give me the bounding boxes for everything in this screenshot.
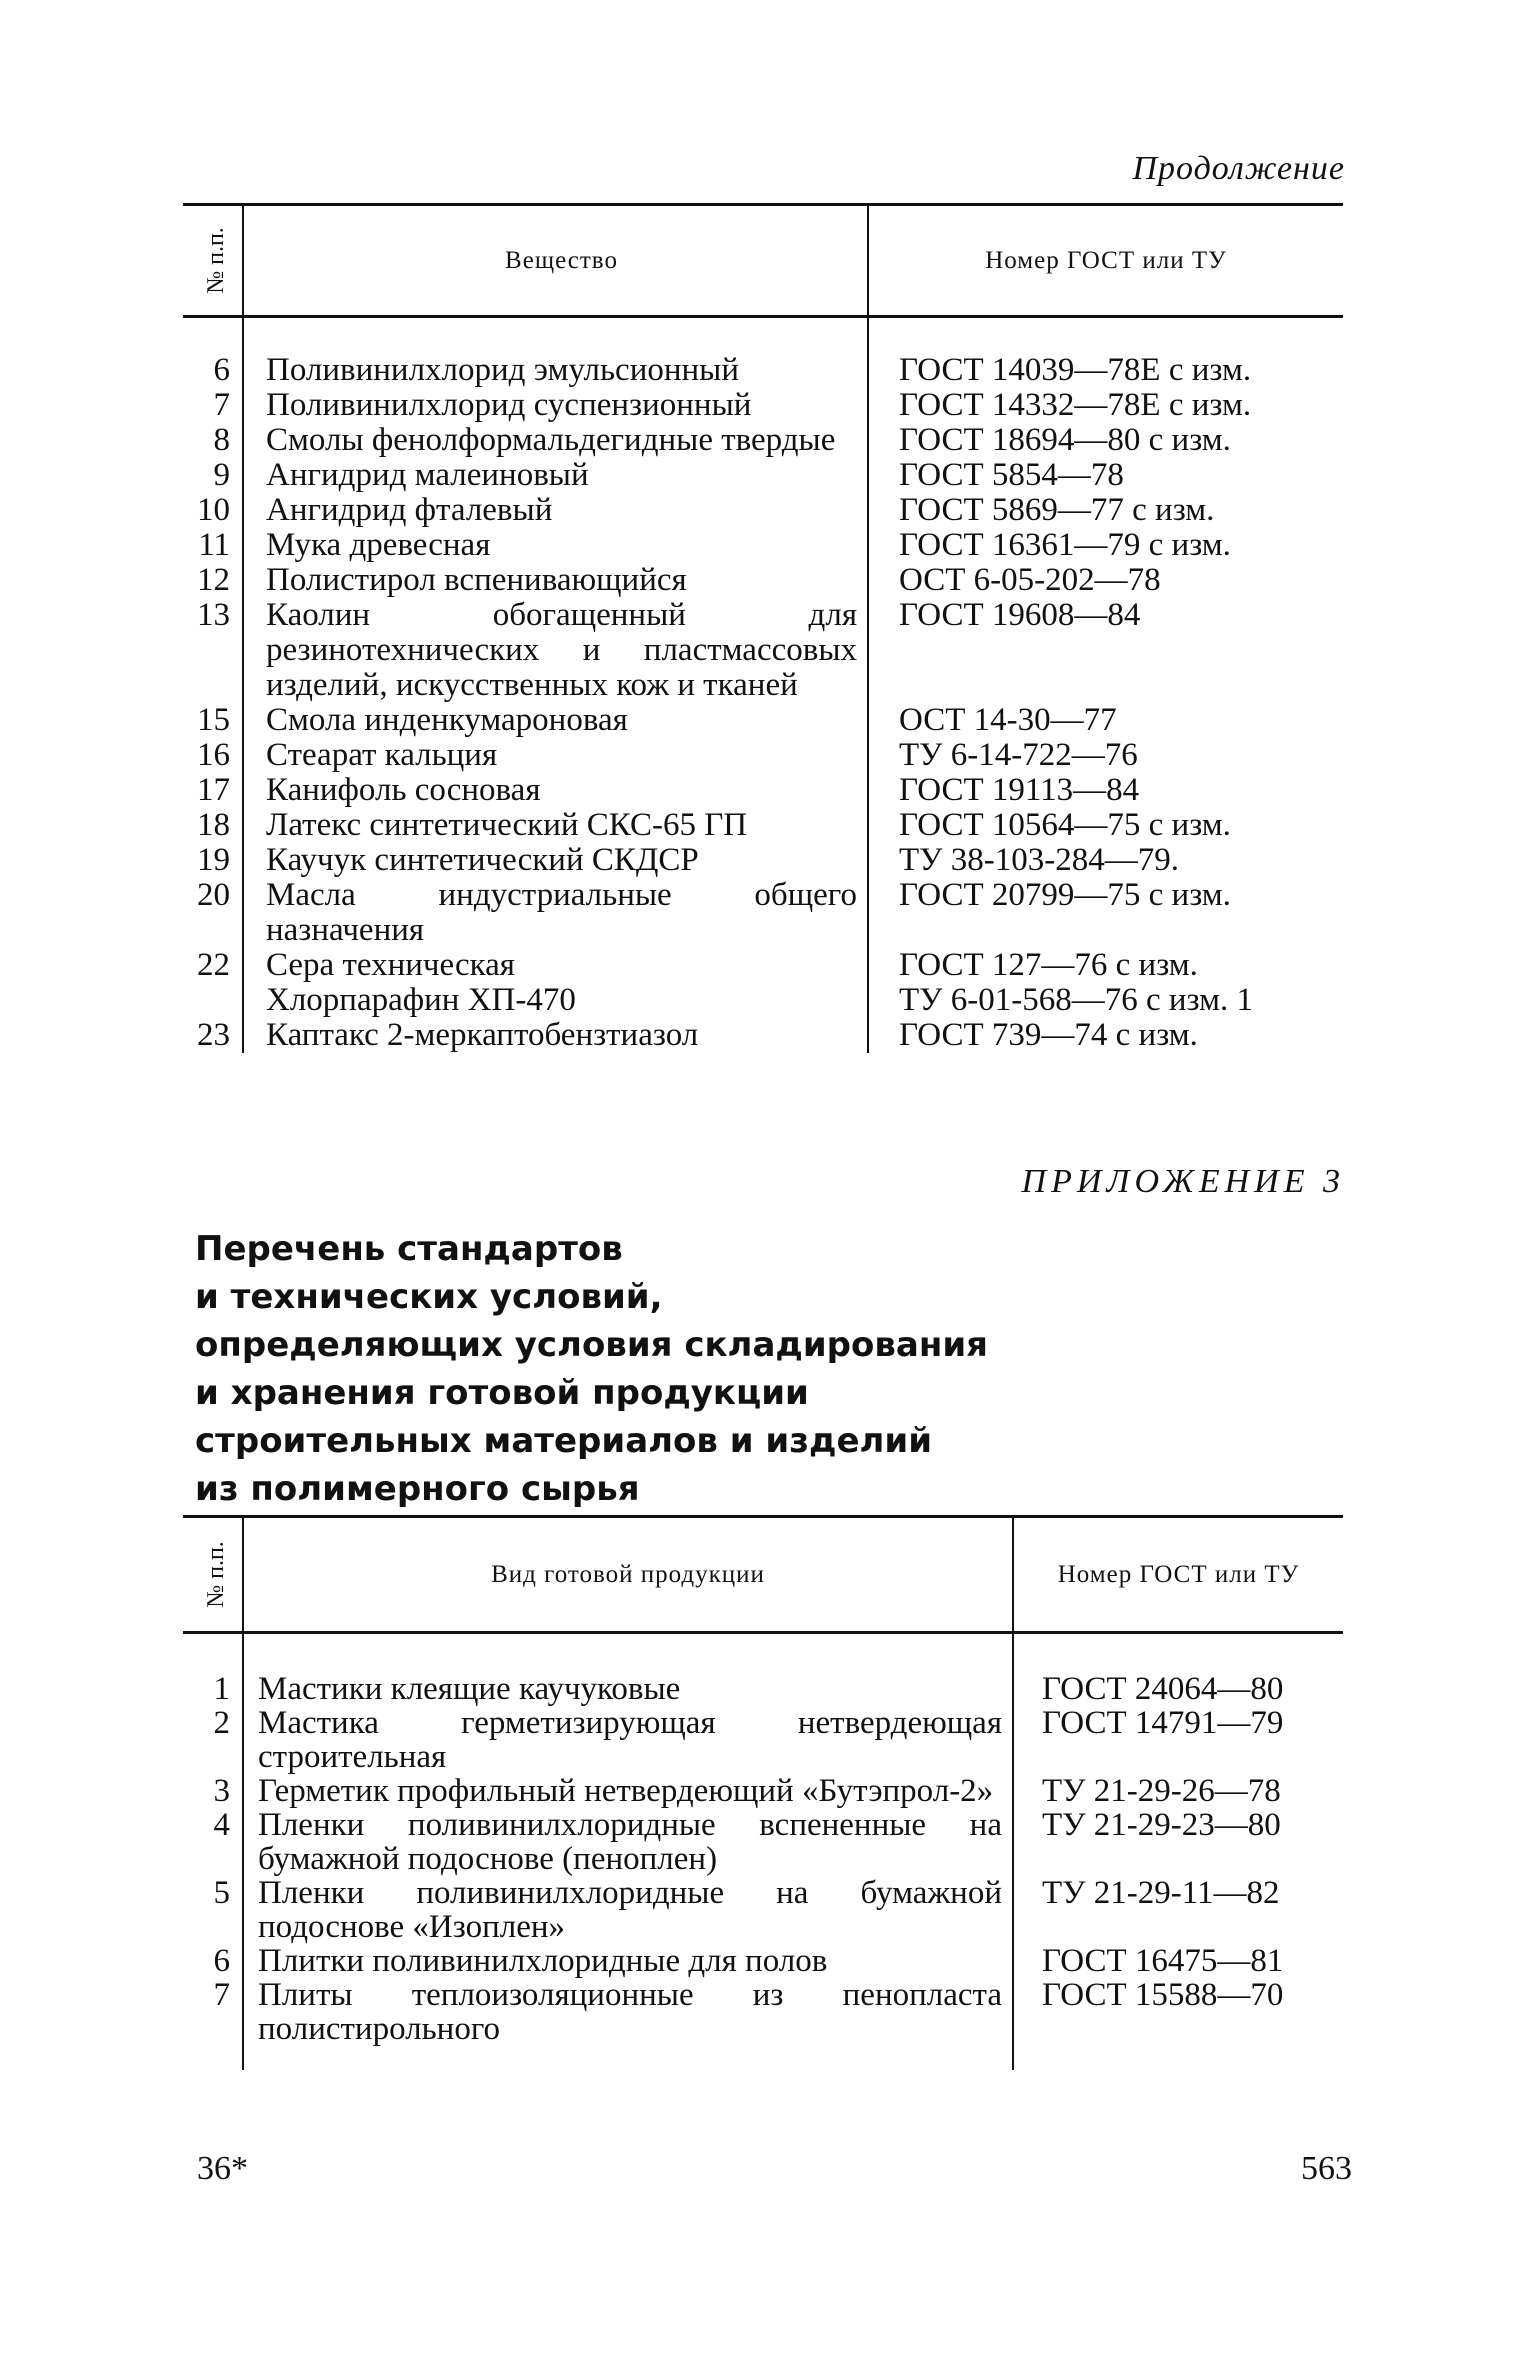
substance-name: Поливинилхлорид суспензионный bbox=[243, 388, 868, 423]
table-row bbox=[183, 1876, 1343, 1944]
substance-name: Каучук синтетический СКДСР bbox=[243, 843, 868, 878]
product-name: Плиты теплоизоляционные из пенопласта полистирольного bbox=[243, 1978, 1013, 2046]
table-row bbox=[183, 1018, 1343, 1053]
product-name: Мастики клеящие каучуковые bbox=[243, 1672, 1013, 1706]
substance-name: Каолин обогащенный для резинотехнических и пластмассовых изделий, искусственных кож и тканей bbox=[243, 598, 868, 703]
row-num: 18 bbox=[197, 807, 230, 843]
gost-number: ТУ 21-29-11—82 bbox=[1013, 1876, 1343, 1944]
table-row bbox=[183, 353, 1343, 388]
title-line: Перечень стандартов bbox=[195, 1229, 623, 1269]
appendix-label: ПРИЛОЖЕНИЕ 3 bbox=[1021, 1163, 1345, 1200]
title-line: из полимерного сырья bbox=[195, 1469, 640, 1509]
table-row bbox=[183, 703, 1343, 738]
substance-name: Смола инденкумароновая bbox=[243, 703, 868, 738]
table-row bbox=[183, 493, 1343, 528]
table-row bbox=[183, 948, 1343, 983]
gost-number: ГОСТ 15588—70 bbox=[1013, 1978, 1343, 2046]
title-line: определяющих условия складирования bbox=[195, 1325, 988, 1365]
header-product: Вид готовой продукции bbox=[243, 1517, 1013, 1633]
row-num: 4 bbox=[213, 1807, 230, 1843]
row-num: 11 bbox=[198, 527, 230, 563]
table-row bbox=[183, 808, 1343, 843]
table-row bbox=[183, 388, 1343, 423]
table-row bbox=[183, 1672, 1343, 1706]
substance-name: Ангидрид фталевый bbox=[243, 493, 868, 528]
row-num: 22 bbox=[197, 947, 230, 983]
row-num: 1 bbox=[213, 1671, 230, 1707]
gost-number: ТУ 21-29-26—78 bbox=[1013, 1774, 1343, 1808]
gost-number: ГОСТ 16361—79 с изм. bbox=[868, 528, 1343, 563]
gost-number: ТУ 21-29-23—80 bbox=[1013, 1808, 1343, 1876]
title-line: и хранения готовой продукции bbox=[195, 1373, 809, 1413]
row-num: 15 bbox=[197, 702, 230, 738]
header-num-label: № п.п. bbox=[202, 1541, 229, 1608]
product-name: Мастика герметизирующая нетвердеющая строительная bbox=[243, 1706, 1013, 1774]
continuation-label: Продолжение bbox=[1132, 150, 1345, 187]
gost-number: ГОСТ 14791—79 bbox=[1013, 1706, 1343, 1774]
table-row bbox=[183, 1774, 1343, 1808]
table-row bbox=[183, 1808, 1343, 1876]
substance-name: Латекс синтетический СКС-65 ГП bbox=[243, 808, 868, 843]
gost-number: ГОСТ 18694—80 с изм. bbox=[868, 423, 1343, 458]
row-num: 12 bbox=[197, 562, 230, 598]
row-num: 16 bbox=[197, 737, 230, 773]
header-gost: Номер ГОСТ или ТУ bbox=[1013, 1517, 1343, 1633]
gost-number: ГОСТ 127—76 с изм. bbox=[868, 948, 1343, 983]
header-num-label: № п.п. bbox=[202, 227, 229, 294]
gost-number: ГОСТ 739—74 с изм. bbox=[868, 1018, 1343, 1053]
row-num: 7 bbox=[213, 387, 230, 423]
substance-name: Полистирол вспенивающийся bbox=[243, 563, 868, 598]
row-num: 5 bbox=[213, 1875, 230, 1911]
page-number: 563 bbox=[1301, 2150, 1352, 2187]
table-row bbox=[183, 773, 1343, 808]
substance-name: Стеарат кальция bbox=[243, 738, 868, 773]
gost-number: ОСТ 14-30—77 bbox=[868, 703, 1343, 738]
substance-name: Мука древесная bbox=[243, 528, 868, 563]
table-row bbox=[183, 738, 1343, 773]
title-line: строительных материалов и изделий bbox=[195, 1421, 933, 1461]
gost-number: ГОСТ 5854—78 bbox=[868, 458, 1343, 493]
gost-number: ГОСТ 14332—78Е с изм. bbox=[868, 388, 1343, 423]
row-num: 6 bbox=[213, 1943, 230, 1979]
row-num: 23 bbox=[197, 1017, 230, 1053]
table-row bbox=[183, 878, 1343, 948]
substance-name: Сера техническая bbox=[243, 948, 868, 983]
gost-number: ГОСТ 24064—80 bbox=[1013, 1672, 1343, 1706]
gost-number: ГОСТ 5869—77 с изм. bbox=[868, 493, 1343, 528]
title-line: и технических условий, bbox=[195, 1277, 663, 1317]
gost-number: ТУ 6-01-568—76 с изм. 1 bbox=[868, 983, 1343, 1018]
table-row bbox=[183, 563, 1343, 598]
table-row bbox=[183, 598, 1343, 703]
row-num: 8 bbox=[213, 422, 230, 458]
product-name: Герметик профильный нетвердеющий «Бутэпрол-2» bbox=[243, 1774, 1013, 1808]
product-name: Плитки поливинилхлоридные для полов bbox=[243, 1944, 1013, 1978]
row-num: 9 bbox=[213, 457, 230, 493]
gost-number: ОСТ 6-05-202—78 bbox=[868, 563, 1343, 598]
table-row bbox=[183, 1978, 1343, 2046]
substances-table bbox=[183, 203, 1343, 1053]
row-num: 19 bbox=[197, 842, 230, 878]
header-num bbox=[183, 205, 243, 317]
substance-name: Канифоль сосновая bbox=[243, 773, 868, 808]
header-num bbox=[183, 1517, 243, 1633]
appendix-title bbox=[195, 1225, 1095, 1513]
gost-number: ГОСТ 16475—81 bbox=[1013, 1944, 1343, 1978]
gost-number: ГОСТ 19113—84 bbox=[868, 773, 1343, 808]
row-num: 20 bbox=[197, 877, 230, 913]
table-row bbox=[183, 423, 1343, 458]
gost-number: ТУ 6-14-722—76 bbox=[868, 738, 1343, 773]
row-num: 6 bbox=[213, 352, 230, 388]
row-num: 2 bbox=[213, 1705, 230, 1741]
row-num: 10 bbox=[197, 492, 230, 528]
table-row bbox=[183, 983, 1343, 1018]
products-table bbox=[183, 1515, 1343, 2070]
substance-name: Поливинилхлорид эмульсионный bbox=[243, 353, 868, 388]
row-num: 3 bbox=[213, 1773, 230, 1809]
header-substance: Вещество bbox=[243, 205, 868, 317]
table-row bbox=[183, 458, 1343, 493]
table-row bbox=[183, 528, 1343, 563]
row-num: 13 bbox=[197, 597, 230, 633]
gost-number: ГОСТ 10564—75 с изм. bbox=[868, 808, 1343, 843]
row-num: 7 bbox=[213, 1977, 230, 2013]
gost-number: ГОСТ 14039—78Е с изм. bbox=[868, 353, 1343, 388]
header-gost: Номер ГОСТ или ТУ bbox=[868, 205, 1343, 317]
table-row bbox=[183, 843, 1343, 878]
table-row bbox=[183, 1944, 1343, 1978]
substance-name: Каптакс 2-меркаптобензтиазол bbox=[243, 1018, 868, 1053]
row-num: 17 bbox=[197, 772, 230, 808]
substance-name: Смолы фенолформальдегидные твердые bbox=[243, 423, 868, 458]
gost-number: ГОСТ 20799—75 с изм. bbox=[868, 878, 1343, 948]
row-num bbox=[183, 983, 243, 1018]
table-row bbox=[183, 1706, 1343, 1774]
product-name: Пленки поливинилхлоридные на бумажной подоснове «Изоплен» bbox=[243, 1876, 1013, 1944]
substance-name: Масла индустриальные общего назначения bbox=[243, 878, 868, 948]
gost-number: ГОСТ 19608—84 bbox=[868, 598, 1343, 703]
substance-name: Хлорпарафин ХП-470 bbox=[243, 983, 868, 1018]
gost-number: ТУ 38-103-284—79. bbox=[868, 843, 1343, 878]
footer-signature-mark: 36* bbox=[197, 2150, 248, 2187]
product-name: Пленки поливинилхлоридные вспененные на бумажной подоснове (пеноплен) bbox=[243, 1808, 1013, 1876]
substance-name: Ангидрид малеиновый bbox=[243, 458, 868, 493]
